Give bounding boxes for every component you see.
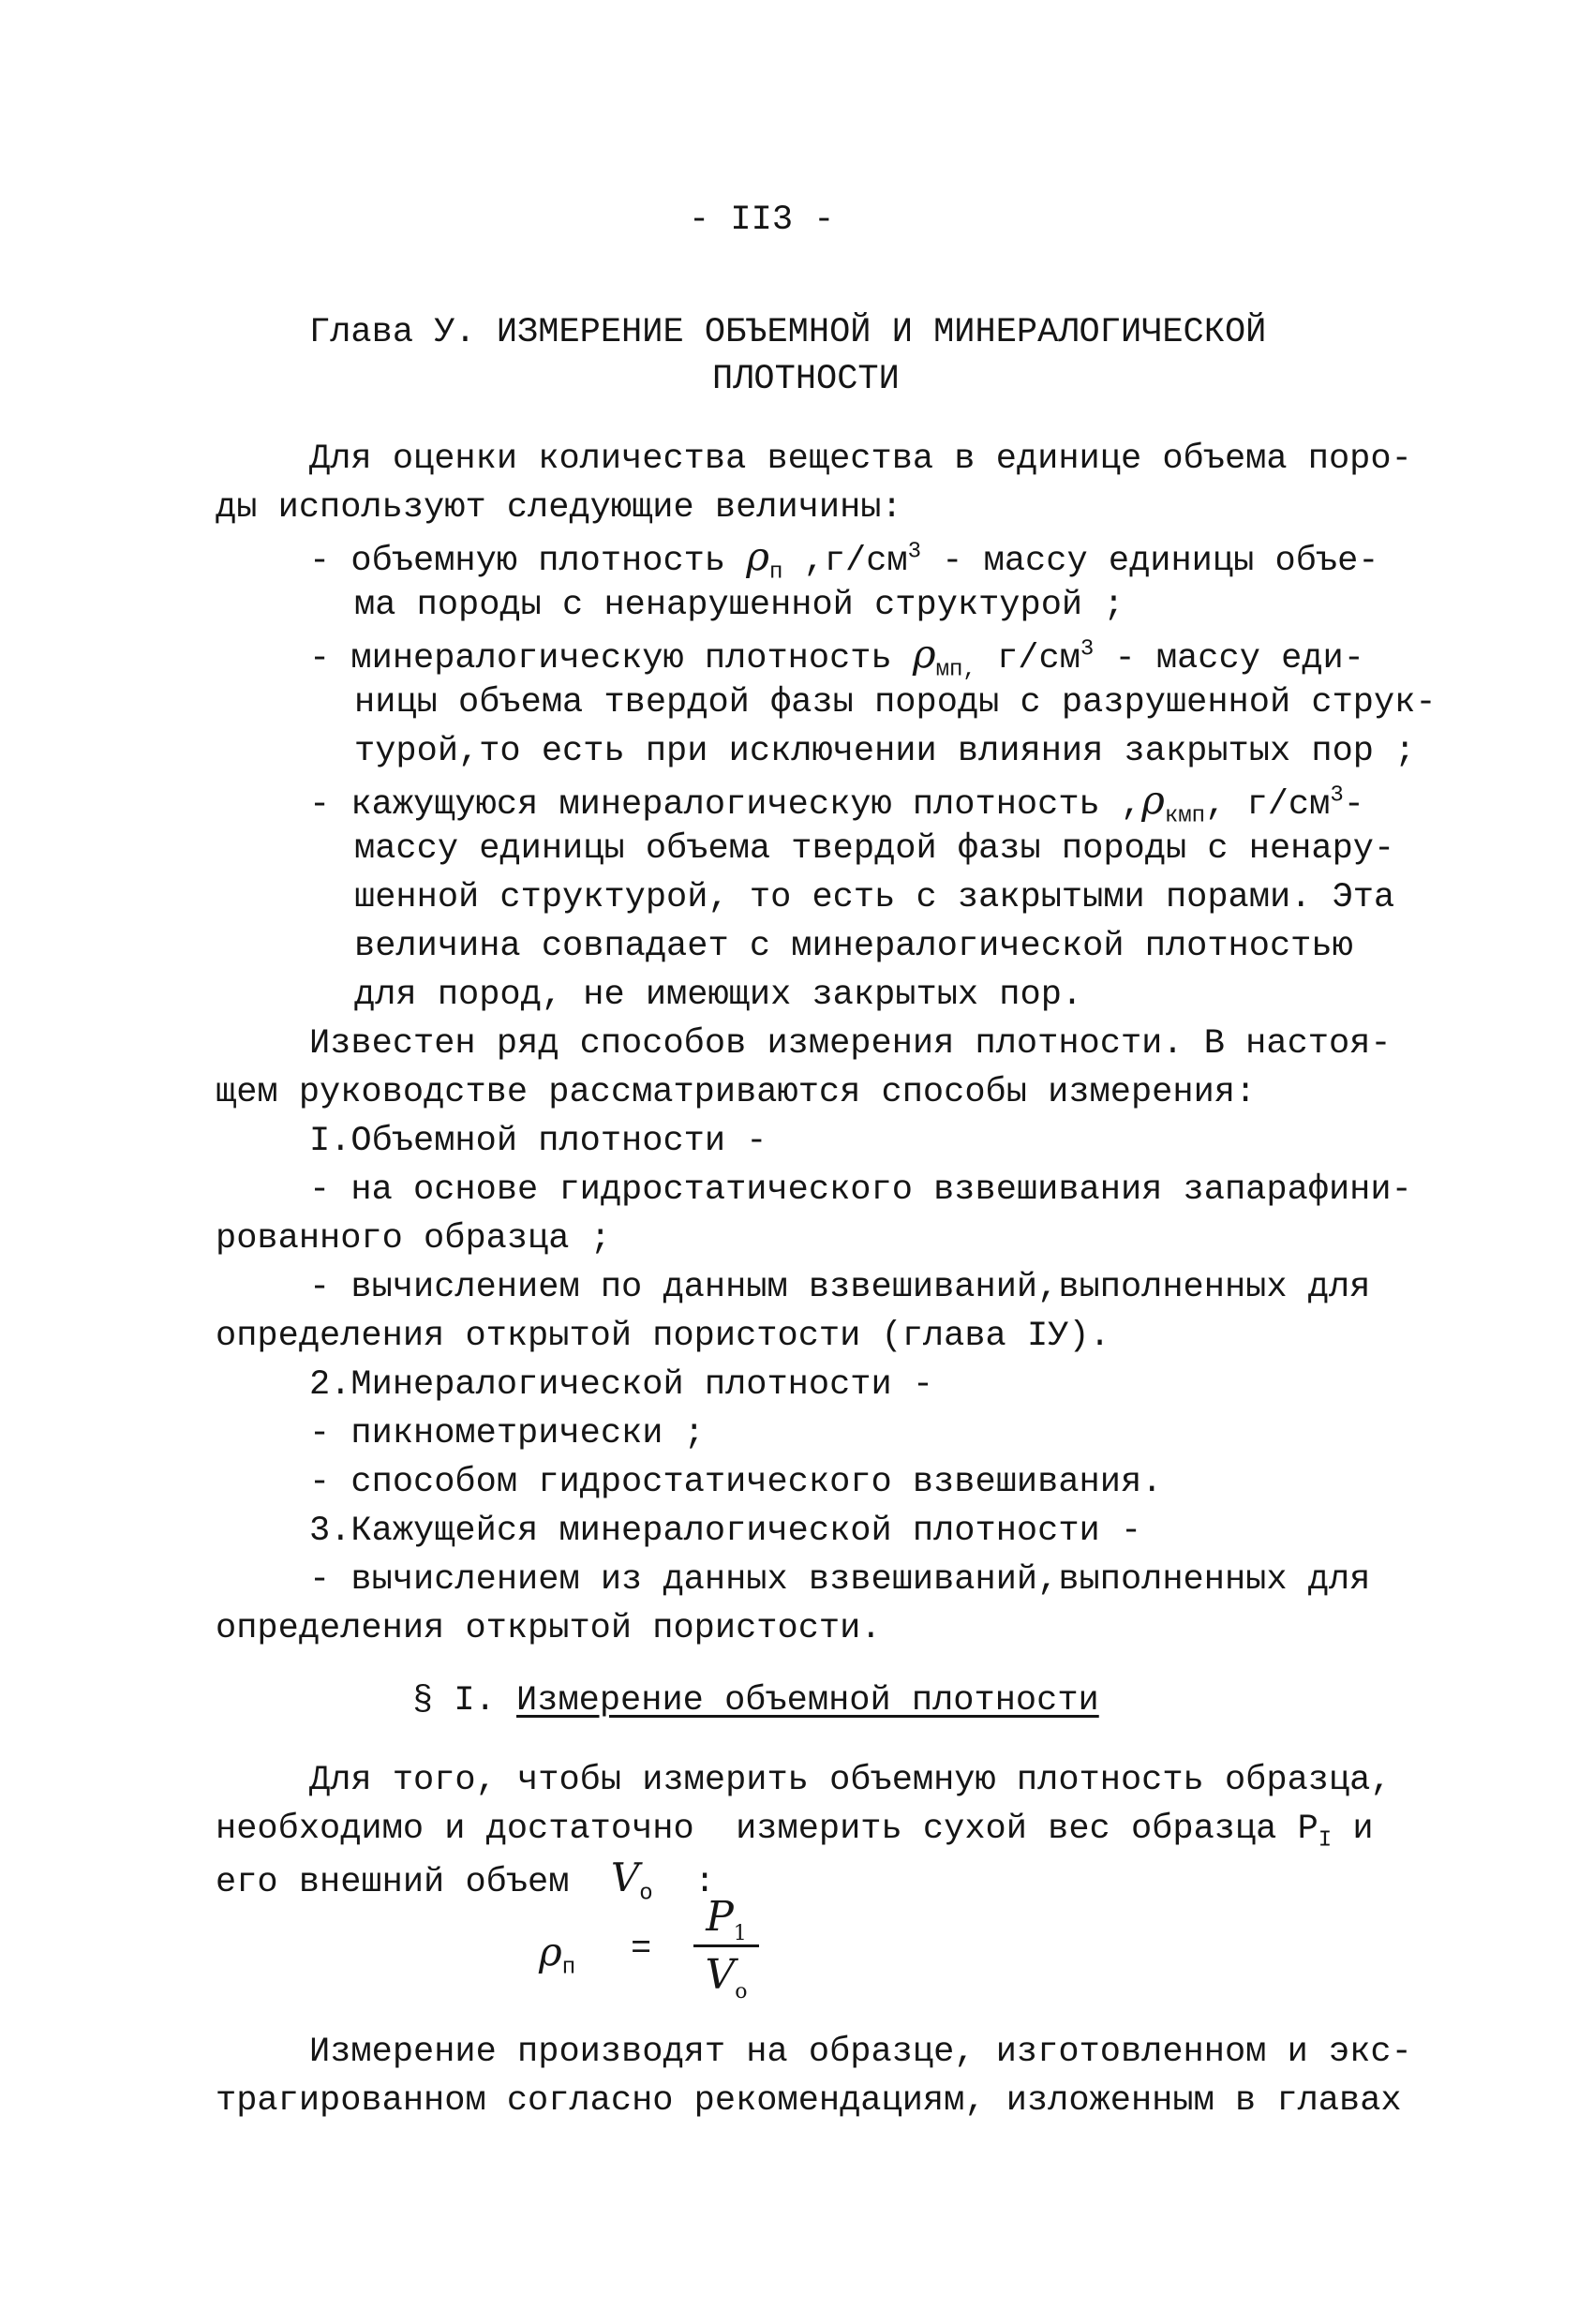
chapter-title-line2: ПЛОТНОСТИ <box>712 360 900 399</box>
intro-line1: Для оценки количества вещества в единице объема поро- <box>309 439 1412 479</box>
bullet-apparent-density-cont1: массу единицы объема твердой фазы породы с ненару- <box>354 829 1395 869</box>
methods-line1: Известен ряд способов измерения плотности. В настоя- <box>309 1024 1392 1064</box>
para1-line1: Для того, чтобы измерить объемную плотность образца, <box>309 1761 1392 1800</box>
methods-line4: - на основе гидростатического взвешивания запарафини- <box>309 1170 1412 1210</box>
bullet-apparent-density-cont4: для пород, не имеющих закрытых пор. <box>354 976 1083 1015</box>
methods-line8: 2.Минералогической плотности - <box>309 1365 934 1405</box>
methods-line12: - вычислением из данных взвешиваний,выполненных для <box>309 1560 1371 1600</box>
formula-equals: = <box>631 1929 652 1969</box>
formula-lhs: $\rho_п$ <box>539 1929 576 1981</box>
bullet-apparent-density-cont2: шенной структурой, то есть с закрытыми порами. Эта <box>354 878 1395 917</box>
bullet-apparent-density-cont3: величина совпадает с минералогической плотностью <box>354 927 1353 966</box>
para2-line1: Измерение производят на образце, изготовленном и экс- <box>309 2033 1412 2072</box>
methods-line6: - вычислением по данным взвешиваний,выполненных для <box>309 1268 1371 1307</box>
bullet-bulk-density: - объемную плотность $\rho_п$ $,г/см^3$ - массу единицы объе- <box>309 533 1379 586</box>
formula-fraction <box>693 1893 759 2004</box>
para1-line2: необходимо и достаточно измерить сухой вес образца $P_I$ и <box>216 1810 1374 1854</box>
bullet-mineral-density-cont2: турой,то есть при исключении влияния закрытых пор ; <box>354 732 1416 771</box>
bullet-apparent-density: - кажущуюся минералогическую плотность $,\rho_{кмп}$, $г/см^3-$ <box>309 777 1364 829</box>
fraction-bar <box>693 1944 759 1947</box>
methods-line9: - пикнометрически ; <box>309 1414 705 1453</box>
methods-line13: определения открытой пористости. <box>216 1609 882 1648</box>
para2-line2: трагированном согласно рекомендациям, изложенным в главах <box>216 2081 1402 2121</box>
intro-line2: ды используют следующие величины: <box>216 488 902 528</box>
bullet-bulk-density-cont: ма породы с ненарушенной структурой ; <box>354 586 1125 625</box>
formula-numerator: $P_1$ <box>706 1893 747 1945</box>
page-number: - II3 - <box>689 201 835 240</box>
methods-line10: - способом гидростатического взвешивания. <box>309 1463 1163 1502</box>
methods-line3: I.Объемной плотности - <box>309 1122 767 1161</box>
methods-line7: определения открытой пористости (глава IУ). <box>216 1317 1110 1356</box>
para1-line3: его внешний объем $V_o$ : <box>216 1855 716 1907</box>
bullet-mineral-density-cont1: ницы объема твердой фазы породы с разрушенной струк- <box>354 683 1437 723</box>
chapter-title-line1: Глава У. ИЗМЕРЕНИЕ ОБЪЕМНОЙ И МИНЕРАЛОГИЧЕСКОЙ <box>309 313 1267 352</box>
methods-line5: рованного образца ; <box>216 1219 611 1259</box>
methods-line11: 3.Кажущейся минералогической плотности - <box>309 1512 1142 1551</box>
methods-line2: щем руководстве рассматриваются способы измерения: <box>216 1073 1257 1112</box>
section-heading: § I. Измерение объемной плотности <box>412 1681 1099 1721</box>
formula-denominator: $V_o$ <box>705 1951 748 2004</box>
bullet-mineral-density: - минералогическую плотность $\rho_{мп,}$ $г/см^3$ - массу еди- <box>309 631 1364 683</box>
